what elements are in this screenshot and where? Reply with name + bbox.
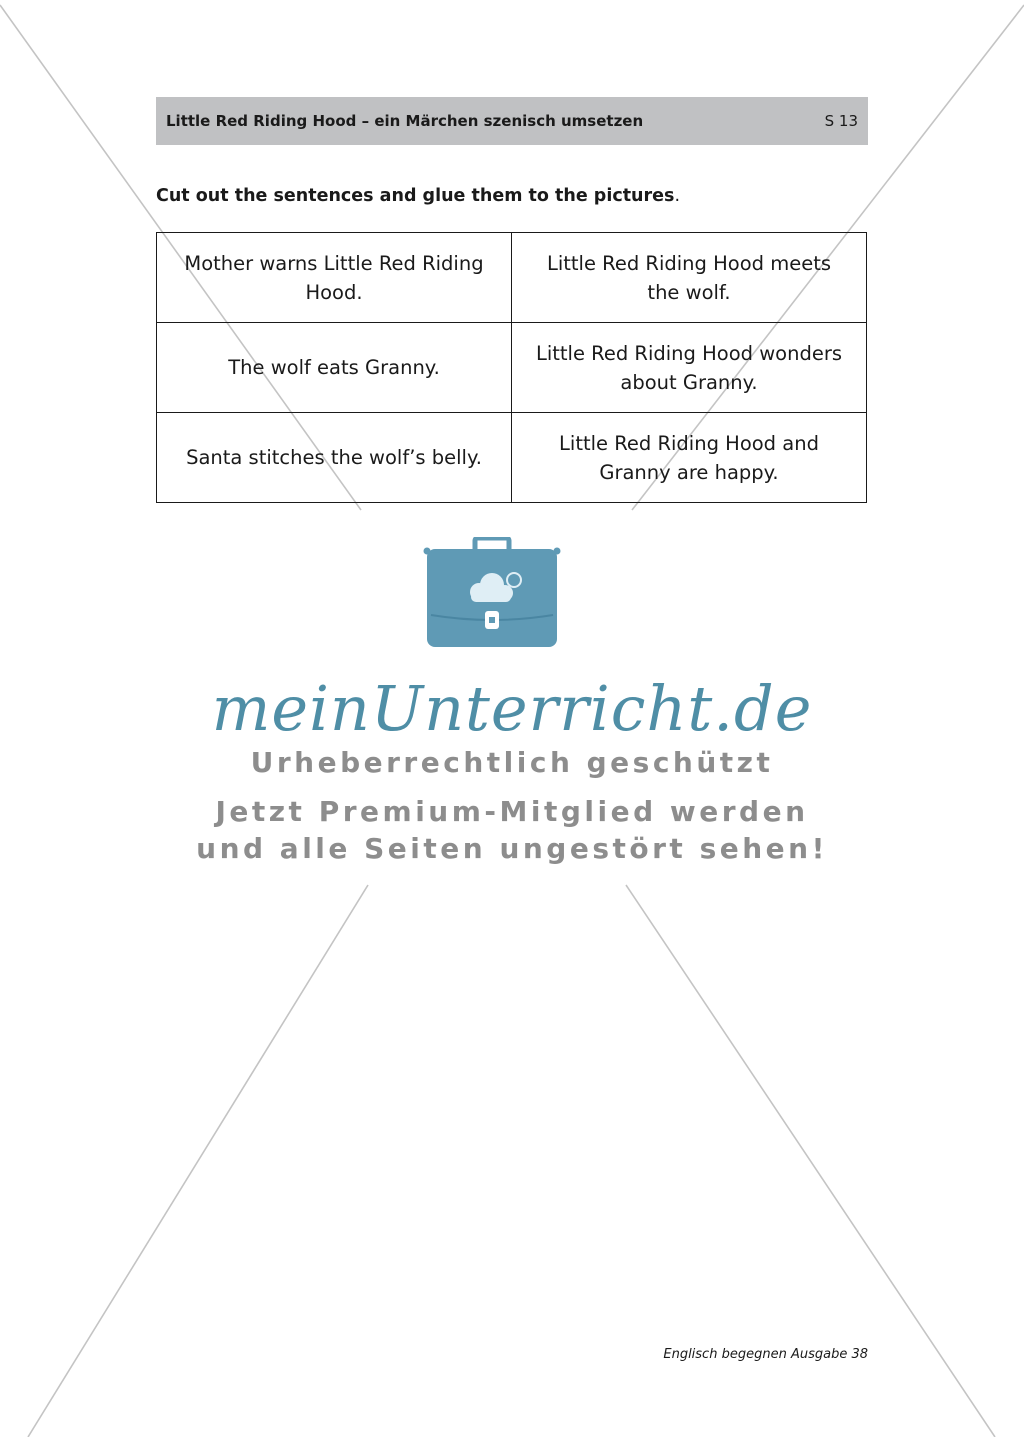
table-row — [157, 413, 867, 503]
table-row — [157, 323, 867, 413]
brand-wordmark: meinUnterricht.de — [211, 672, 813, 745]
publication-footer: Englisch begegnen Ausgabe 38 — [663, 1347, 868, 1362]
premium-prompt-line2: und alle Seiten ungestört sehen! — [196, 832, 828, 865]
page-header-bar — [156, 97, 868, 145]
briefcase-cloud-icon — [417, 537, 567, 649]
instruction-text: Cut out the sentences and glue them to the pictures — [156, 186, 675, 206]
task-instruction — [156, 186, 680, 206]
sentence-cell: Little Red Riding Hood and Granny are happy. — [512, 413, 867, 503]
premium-prompt-line1: Jetzt Premium-Mitglied werden — [215, 795, 809, 828]
table-row — [157, 233, 867, 323]
copyright-notice: Urheberrechtlich geschützt — [250, 746, 774, 779]
sentence-table — [156, 232, 867, 503]
cross-line-left-lower — [28, 885, 368, 1437]
instruction-period: . — [674, 186, 681, 206]
page-title: Little Red Riding Hood – ein Märchen szenisch umsetzen — [166, 112, 644, 130]
sentence-cell: Little Red Riding Hood wonders about Granny. — [512, 323, 867, 413]
page-number: S 13 — [824, 112, 858, 130]
sentence-cell: Santa stitches the wolf’s belly. — [157, 413, 512, 503]
sentence-cell: Mother warns Little Red Riding Hood. — [157, 233, 512, 323]
sentence-cell: The wolf eats Granny. — [157, 323, 512, 413]
sentence-cell: Little Red Riding Hood meets the wolf. — [512, 233, 867, 323]
